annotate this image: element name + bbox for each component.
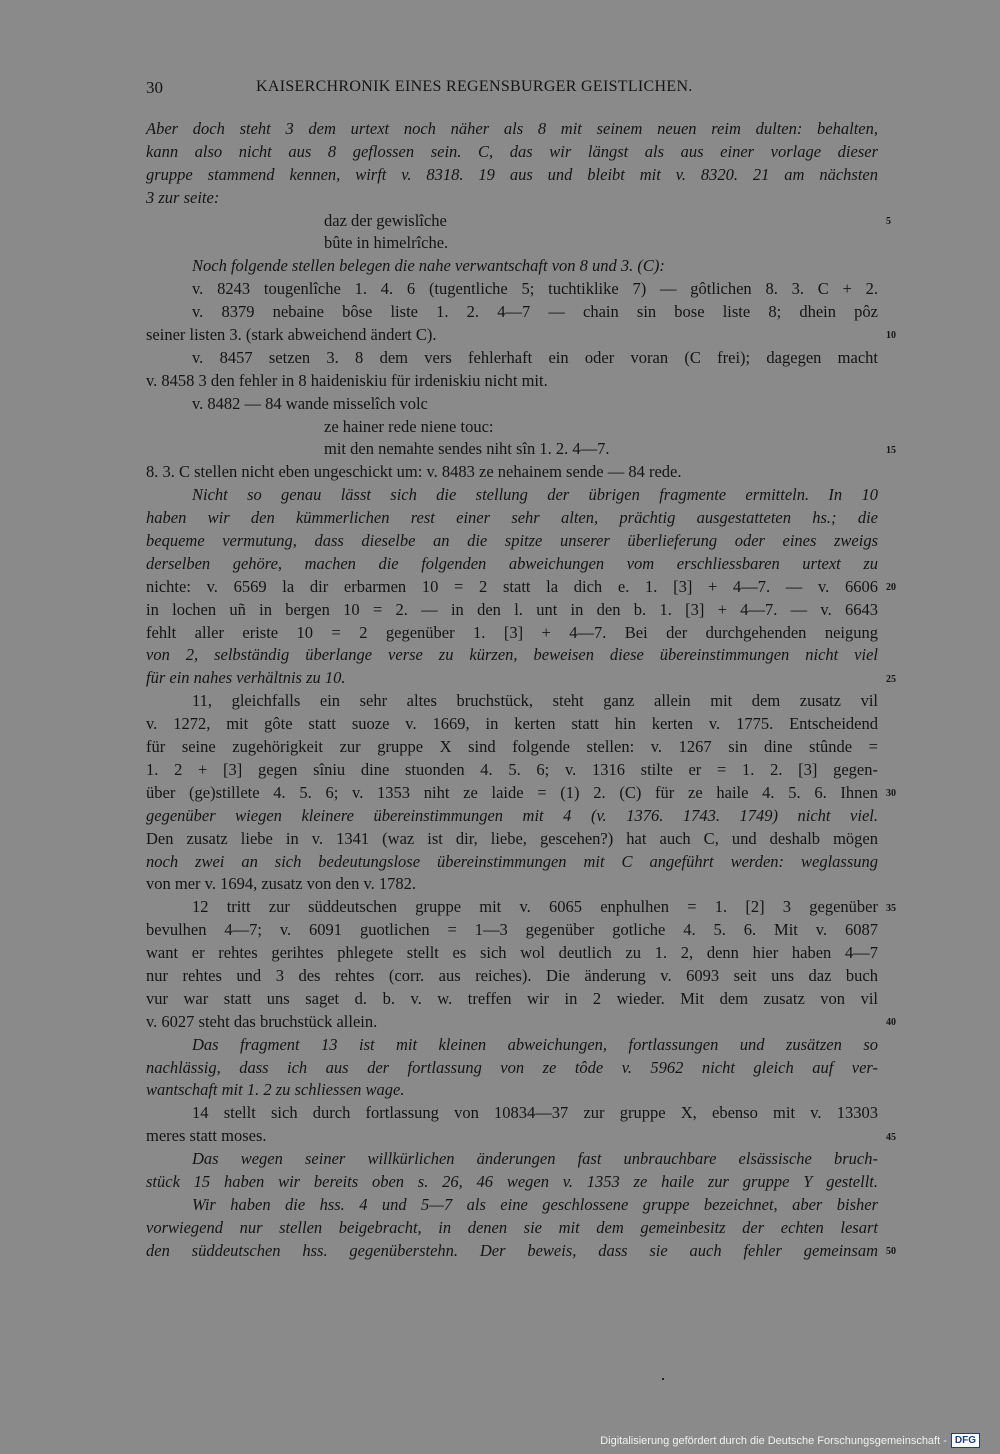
text-line: Nicht so genau lässt sich die stellung der übrigen fragmente ermitteln. In 10 [192,485,878,505]
text-line: 14 stellt sich durch fortlassung von 10834—37 zur gruppe X, ebenso mit v. 13303 [192,1103,878,1123]
text-line: für seine zugehörigkeit zur gruppe X sind folgende stellen: v. 1267 sin dine stûnde = [146,737,878,757]
text-line: nachlässig, dass ich aus der fortlassung von ze tôde v. 5962 nicht gleich auf ver- [146,1057,878,1077]
scan-speck [662,1378,664,1380]
text-line: Noch folgende stellen belegen die nahe verwantschaft von 8 und 3. (C): [192,256,665,276]
text-line: v. 8379 nebaine bôse liste 1. 2. 4—7 — chain sin bose liste 8; dhein pôz [192,302,878,322]
text-line: v. 6027 steht das bruchstück allein. [146,1011,378,1031]
text-line: Wir haben die hss. 4 und 5—7 als eine geschlossene gruppe bezeichnet, aber bisher [192,1194,878,1214]
text-line: v. 8457 setzen 3. 8 dem vers fehlerhaft ein oder voran (C frei); dagegen macht [192,347,878,367]
text-line: want er rehtes gerihtes phlegete stellt es sich wol deutlich zu 1. 2, denn hier haben 4—7 [146,943,878,963]
text-line: seiner listen 3. (stark abweichend ändert C). [146,325,437,345]
text-line: 12 tritt zur süddeutschen gruppe mit v. 6065 enphulhen = 1. [2] 3 gegenüber [192,897,878,917]
margin-line-number: 10 [886,330,896,342]
text-block [146,118,878,1263]
text-line: nur rehtes und 3 des rehtes (corr. aus reiches). Die änderung v. 6093 seit uns daz buch [146,965,878,985]
text-line: wantschaft mit 1. 2 zu schliessen wage. [146,1080,405,1100]
dfg-logo: DFG [951,1433,980,1448]
margin-line-number: 50 [886,1246,896,1258]
text-line: daz der gewislîche [324,210,447,230]
text-line: derselben gehöre, machen die folgenden abweichungen vom erschliessbaren urtext zu [146,553,878,573]
text-line: für ein nahes verhältnis zu 10. [146,668,346,688]
text-line: bequeme vermutung, dass dieselbe an die spitze unserer überlieferung oder eines zweigs [146,531,878,551]
text-line: den süddeutschen hss. gegenüberstehn. Der beweis, dass sie auch fehler gemeinsam [146,1240,878,1260]
text-line: gruppe stammend kennen, wirft v. 8318. 19 aus und bleibt mit v. 8320. 21 am nächsten [146,164,878,184]
text-line: vur war statt uns saget d. b. v. w. treffen wir in 2 wieder. Mit dem zusatz von vil [146,988,878,1008]
text-line: 3 zur seite: [146,187,220,207]
margin-line-number: 30 [886,788,896,800]
text-line: haben wir den kümmerlichen rest einer sehr alten, prächtig ausgestatteten hs.; die [146,508,878,528]
text-line: kann also nicht aus 8 geflossen sein. C, das wir längst als aus einer vorlage dieser [146,141,878,161]
text-line: noch zwei an sich bedeutungslose übereinstimmungen mit C angeführt werden: weglassung [146,851,878,871]
text-line: Das wegen seiner willkürlichen änderungen fast unbrauchbare elsässische bruch- [192,1149,878,1169]
text-line: meres statt moses. [146,1126,267,1146]
text-line: 8. 3. C stellen nicht eben ungeschickt um: v. 8483 ze nehainem sende — 84 rede. [146,462,682,482]
text-line: Den zusatz liebe in v. 1341 (waz ist dir, liebe, gescehen?) hat auch C, und deshalb mögen [146,828,878,848]
text-line: von mer v. 1694, zusatz von den v. 1782. [146,874,417,894]
text-line: vorwiegend nur stellen beigebracht, in denen sie mit dem gemeinbesitz der echten lesart [146,1217,878,1237]
text-line: v. 8482 — 84 wande misselîch volc [192,393,428,413]
margin-line-number: 35 [886,902,896,914]
text-line: v. 8243 tougenlîche 1. 4. 6 (tugentliche 5; tuchtiklike 7) — gôtlichen 8. 3. C + 2. [192,279,878,299]
text-line: Das fragment 13 ist mit kleinen abweichungen, fortlassungen und zusätzen so [192,1034,878,1054]
margin-line-number: 40 [886,1017,896,1029]
text-line: gegenüber wiegen kleinere übereinstimmungen mit 4 (v. 1376. 1743. 1749) nicht viel. [146,805,878,825]
text-line: v. 1272, mit gôte statt suoze v. 1669, in kerten statt hin kerten v. 1775. Entscheidend [146,714,878,734]
text-line: mit den nemahte sendes niht sîn 1. 2. 4—7. [324,439,610,459]
page-number: 30 [146,78,163,97]
text-line: Aber doch steht 3 dem urtext noch näher als 8 mit seinem neuen reim dulten: behalten, [146,119,878,138]
running-head: KAISERCHRONIK EINES REGENSBURGER GEISTLICHEN. [256,78,693,95]
text-line: über (ge)stillete 4. 5. 6; v. 1353 niht ze laide = (1) 2. (C) für ze haile 4. 5. 6. Ihnen [146,782,878,802]
footer-text: Digitalisierung gefördert durch die Deutsche Forschungsgemeinschaft - [600,1434,947,1447]
margin-line-number: 15 [886,444,896,456]
text-line: fehlt aller eriste 10 = 2 gegenüber 1. [3] + 4—7. Bei der durchgehenden neigung [146,622,878,642]
text-line: nichte: v. 6569 la dir erbarmen 10 = 2 statt la dich e. 1. [3] + 4—7. — v. 6606 [146,576,878,596]
text-line: bevulhen 4—7; v. 6091 guotlichen = 1—3 gegenüber gotliche 4. 5. 6. Mit v. 6087 [146,920,878,940]
text-line: ze hainer rede niene touc: [324,416,494,436]
text-line: 11, gleichfalls ein sehr altes bruchstück, steht ganz allein mit dem zusatz vil [192,691,878,711]
margin-line-number: 25 [886,673,896,685]
footer [600,1433,980,1448]
text-line: 1. 2 + [3] gegen sîniu dine stuonden 4. 5. 6; v. 1316 stilte er = 1. 2. [3] gegen- [146,759,878,779]
text-line: in lochen uñ in bergen 10 = 2. — in den l. unt in den b. 1. [3] + 4—7. — v. 6643 [146,599,878,619]
text-line: v. 8458 3 den fehler in 8 haideniskiu für irdeniskiu nicht mit. [146,370,548,390]
margin-line-number: 5 [886,215,891,227]
margin-line-number: 45 [886,1131,896,1143]
text-line: bûte in himelrîche. [324,233,449,253]
text-line: stück 15 haben wir bereits oben s. 26, 46 wegen v. 1353 ze haile zur gruppe Y gestellt. [146,1171,878,1191]
text-line: von 2, selbständig überlange verse zu kürzen, beweisen diese übereinstimmungen nicht viel [146,645,878,665]
margin-line-number: 20 [886,582,896,593]
